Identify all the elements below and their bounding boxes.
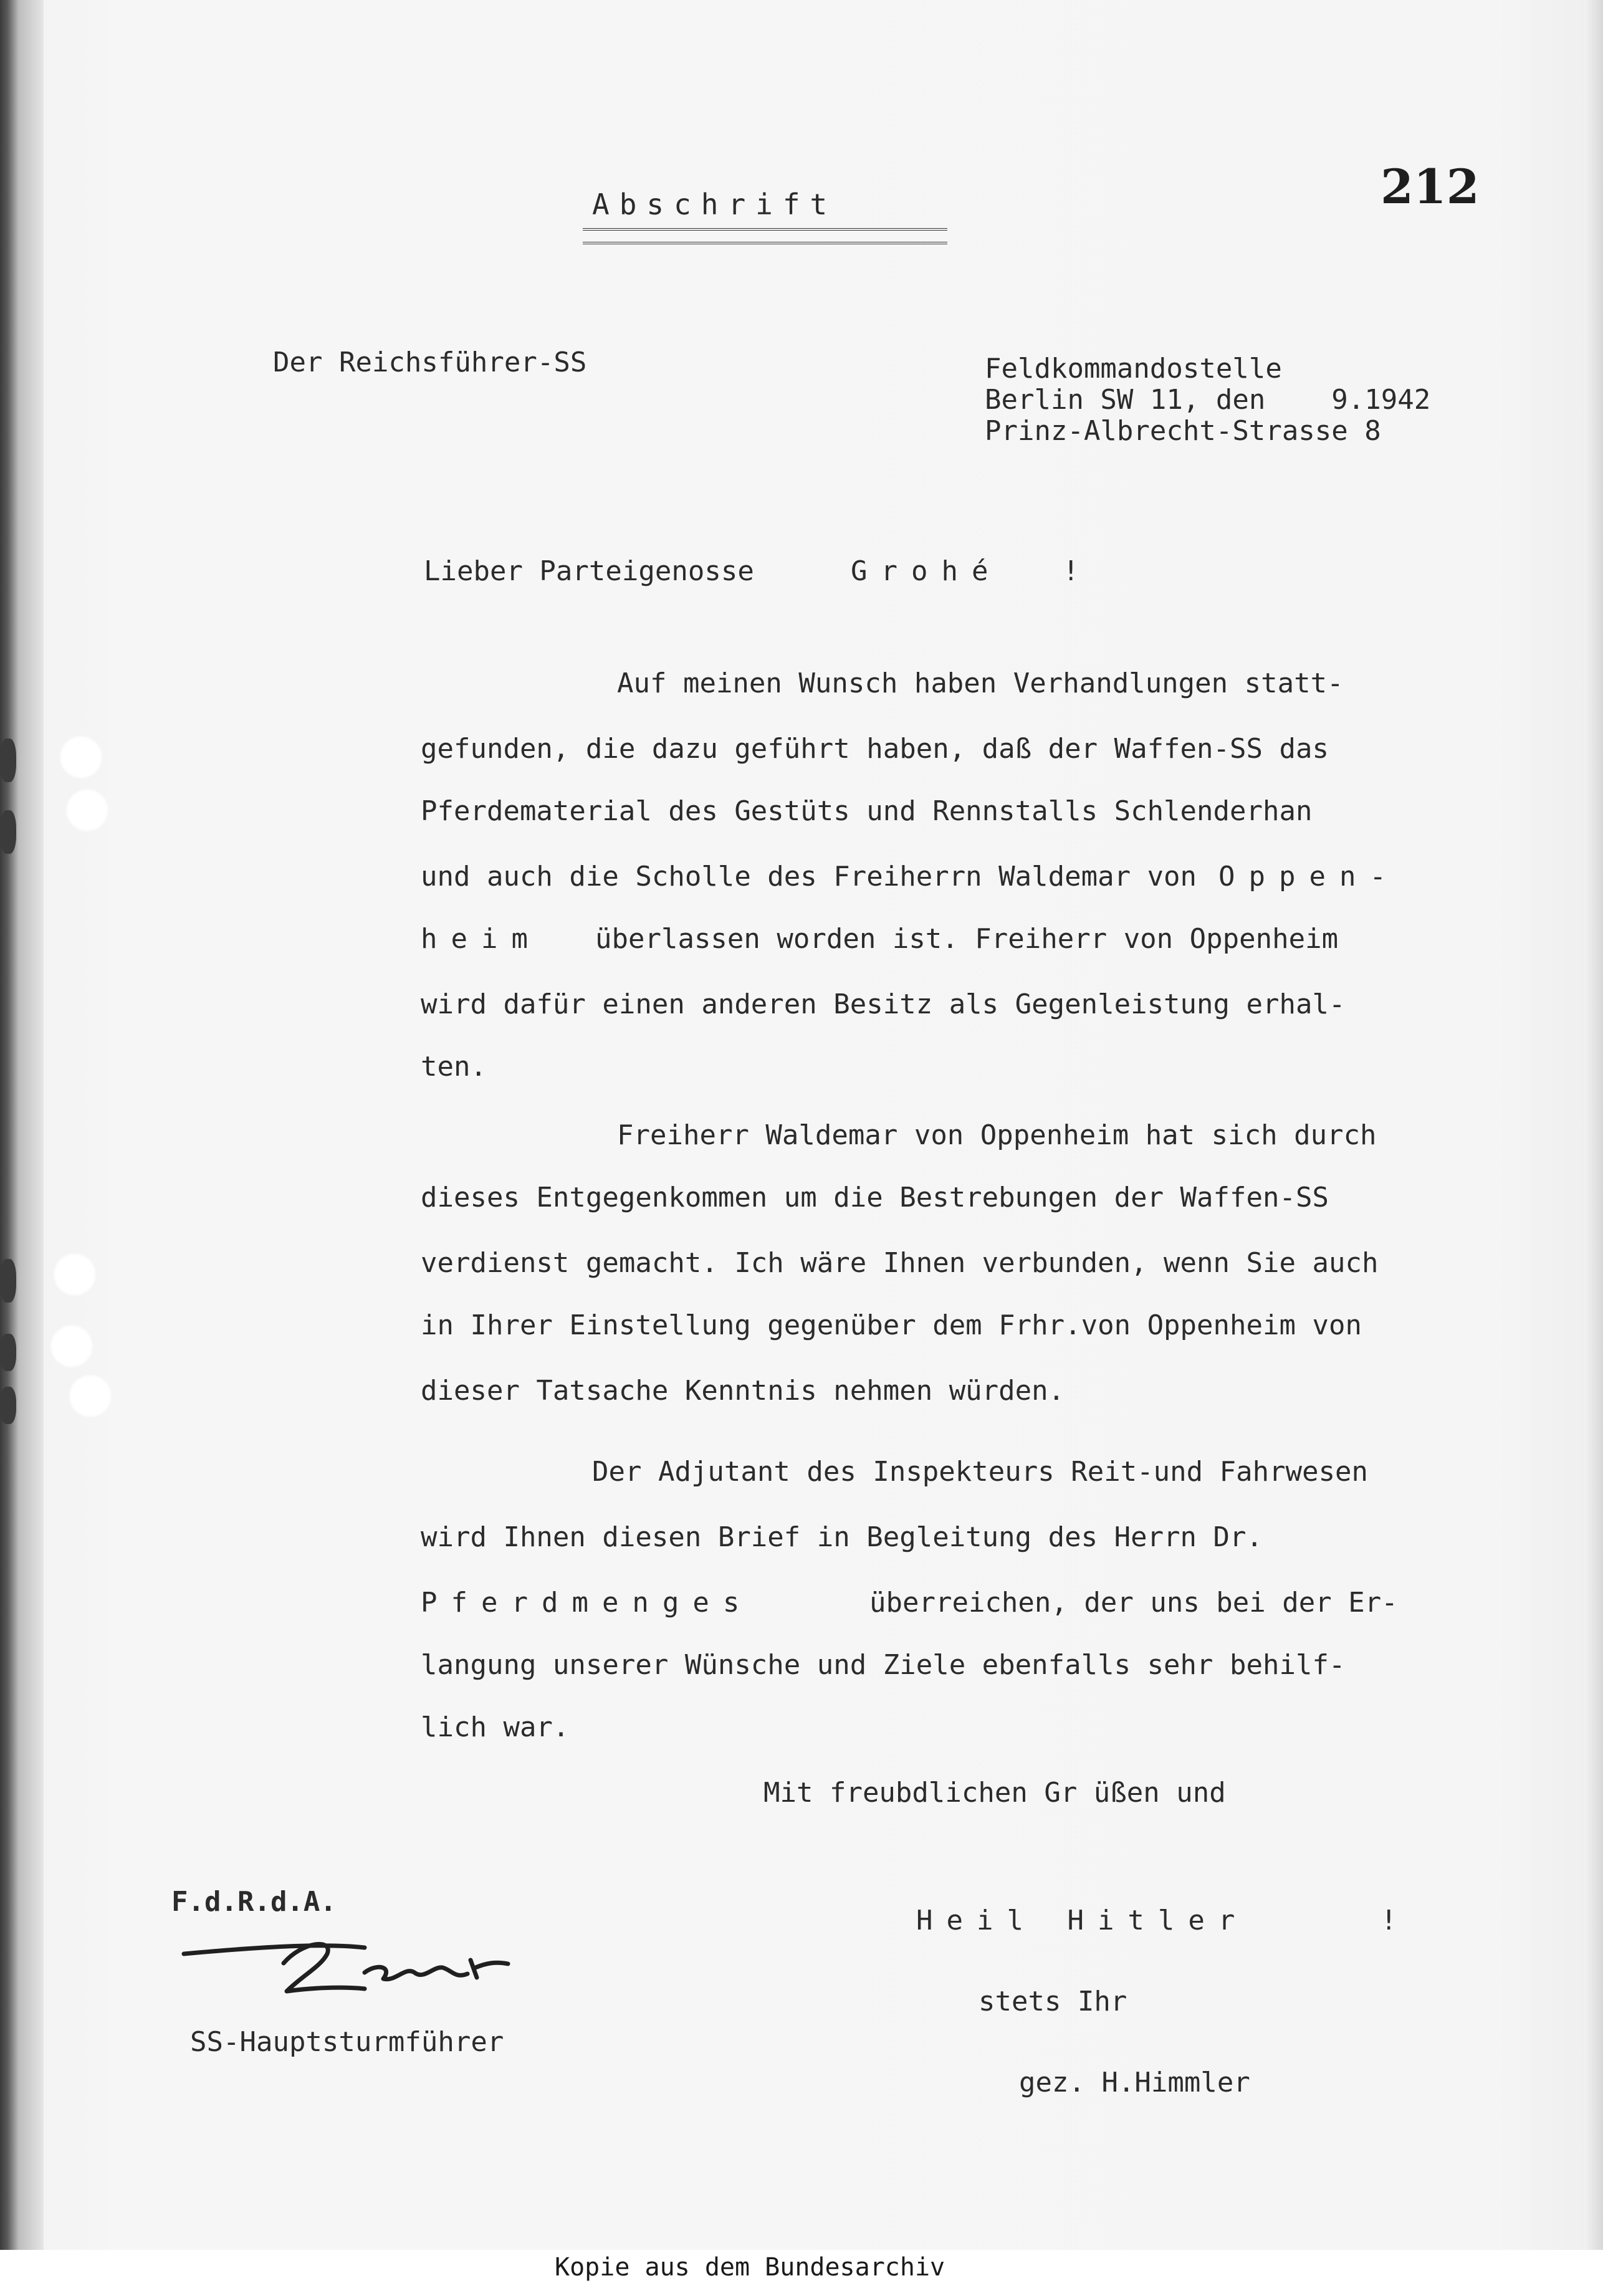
punch-mark: [0, 1259, 16, 1303]
address-line-2: Berlin SW 11, den 9.1942: [985, 384, 1431, 416]
punch-mark: [0, 1334, 16, 1371]
certification-abbrev: F.d.R.d.A.: [171, 1886, 337, 1918]
closing-line: Mit freubdlichen Gr üßen und: [763, 1777, 1226, 1809]
certification-rank: SS-Hauptsturmführer: [190, 2026, 504, 2058]
body-line: wird dafür einen anderen Besitz als Gegenleistung erhal-: [421, 988, 1346, 1020]
document-title: Abschrift: [592, 188, 838, 221]
punch-mark: [0, 739, 16, 782]
body-line: lich war.: [421, 1711, 570, 1743]
body-line: Auf meinen Wunsch haben Verhandlungen statt-: [617, 667, 1344, 699]
punch-hole: [65, 788, 109, 832]
body-line: wird Ihnen diesen Brief in Begleitung des Herrn Dr.: [421, 1521, 1263, 1553]
closing-heil: Heil Hitler: [916, 1905, 1249, 1936]
punch-mark: [0, 1387, 16, 1424]
body-line-spaced: Oppen-: [1218, 861, 1400, 892]
body-line: ten.: [421, 1051, 487, 1083]
binding-edge: [0, 0, 44, 2296]
body-line: Freiherr Waldemar von Oppenheim hat sich durch: [617, 1119, 1377, 1151]
body-line: Pferdematerial des Gestüts und Rennstalls Schlenderhan: [421, 795, 1313, 827]
punch-hole: [50, 1324, 93, 1368]
punch-hole: [53, 1253, 97, 1296]
closing-heil-mark: !: [1380, 1905, 1397, 1936]
body-line: Der Adjutant des Inspekteurs Reit-und Fahrwesen: [592, 1456, 1369, 1488]
body-line: dieses Entgegenkommen um die Bestrebungen der Waffen-SS: [421, 1182, 1329, 1213]
salutation-name: Grohé: [851, 555, 1002, 587]
salutation-prefix: Lieber Parteigenosse: [424, 555, 754, 587]
body-line-spaced: Pferdmenges: [421, 1587, 754, 1619]
punch-hole: [59, 735, 103, 779]
body-line: verdienst gemacht. Ich wäre Ihnen verbunden, wenn Sie auch: [421, 1247, 1379, 1279]
closing-stets: stets Ihr: [979, 1986, 1127, 2017]
body-line: überlassen worden ist. Freiherr von Oppenheim: [595, 923, 1339, 955]
page-number: 212: [1380, 159, 1480, 214]
body-line: und auch die Scholle des Freiherrn Waldemar von: [421, 861, 1197, 892]
body-line: in Ihrer Einstellung gegenüber dem Frhr.von Oppenheim von: [421, 1309, 1362, 1341]
handwritten-signature: [178, 1929, 527, 2004]
body-line-spaced: heim: [421, 923, 542, 955]
address-line-1: Feldkommandostelle: [985, 353, 1282, 385]
body-line: gefunden, die dazu geführt haben, daß der Waffen-SS das: [421, 733, 1329, 765]
signed-name: gez. H.Himmler: [1019, 2067, 1250, 2098]
salutation-mark: !: [1063, 555, 1079, 587]
title-underline: [583, 228, 947, 244]
sender: Der Reichsführer-SS: [273, 347, 587, 378]
body-line: langung unserer Wünsche und Ziele ebenfalls sehr behilf-: [421, 1649, 1346, 1681]
archive-footer: Kopie aus dem Bundesarchiv: [555, 2253, 945, 2282]
address-line-3: Prinz-Albrecht-Strasse 8: [985, 415, 1381, 447]
punch-hole: [69, 1374, 112, 1418]
body-line: dieser Tatsache Kenntnis nehmen würden.: [421, 1375, 1065, 1407]
body-line: überreichen, der uns bei der Er-: [869, 1587, 1398, 1619]
punch-mark: [0, 810, 16, 854]
right-page-edge: [1584, 0, 1603, 2296]
